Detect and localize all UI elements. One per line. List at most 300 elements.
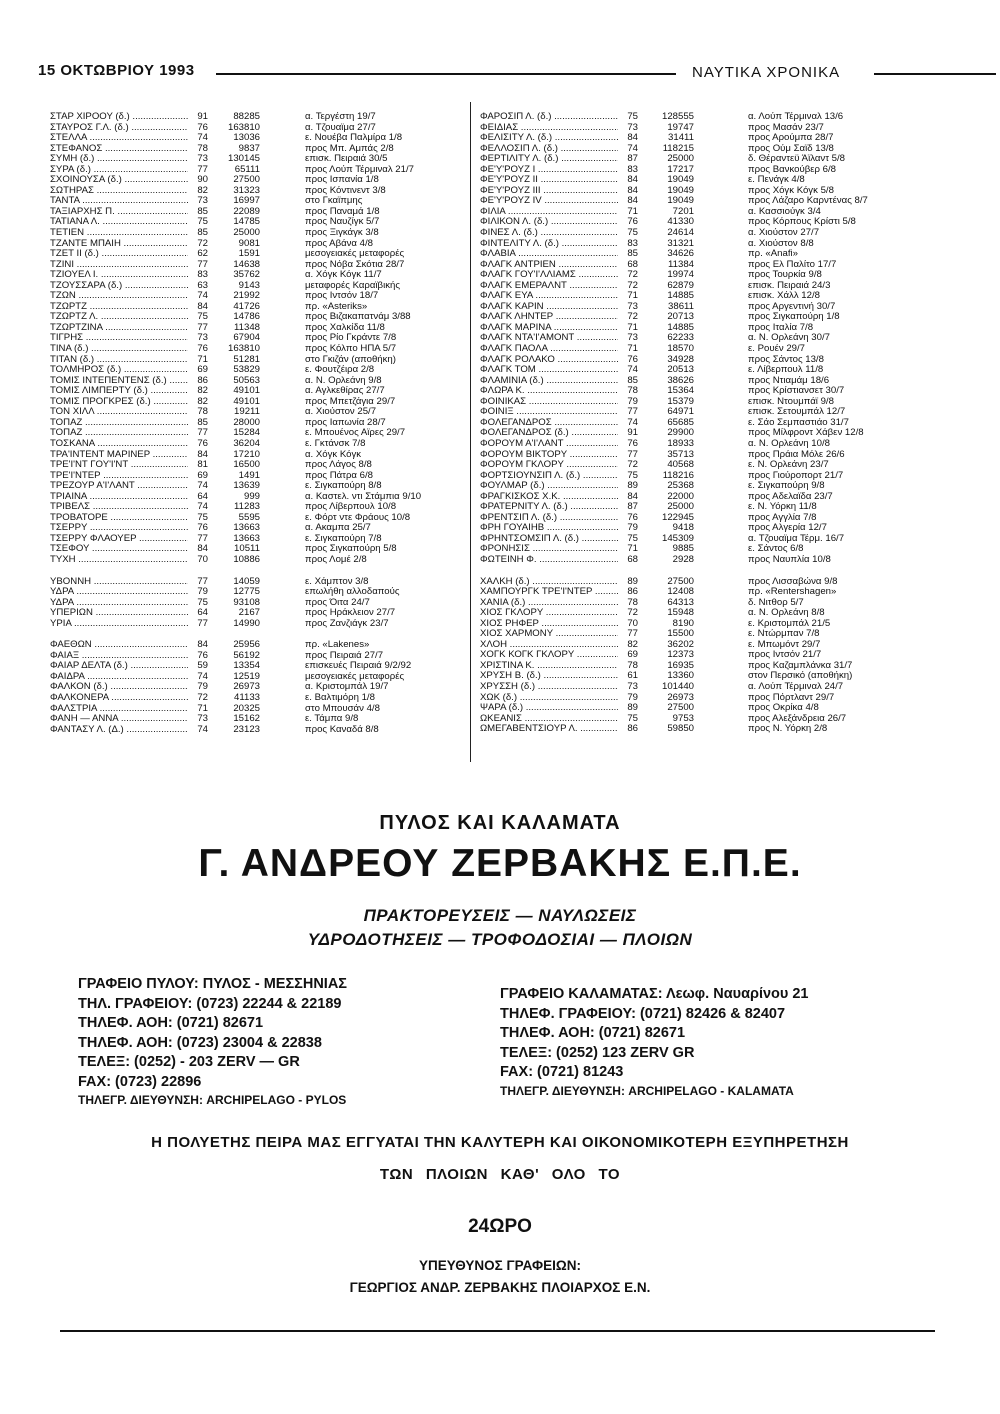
tonnage: 62879 xyxy=(667,279,694,291)
position-note: προς Ζανζιάγκ 23/7 xyxy=(305,617,389,629)
ad-hours: 24ΩΡΟ xyxy=(468,1216,532,1237)
ship-row xyxy=(480,344,950,355)
tonnage: 17217 xyxy=(667,163,694,175)
build-year: 68 xyxy=(627,553,638,565)
ship-name: ΤΣΕΦΟΥ ..... xyxy=(50,544,188,555)
position-note: πρ. «Lakenes» xyxy=(305,639,370,651)
tonnage: 118216 xyxy=(662,469,694,481)
build-year: 86 xyxy=(627,586,638,598)
tonnage: 13354 xyxy=(233,660,260,672)
position-note: προς Λισσαβώνα 9/8 xyxy=(748,575,838,587)
tonnage: 41330 xyxy=(667,216,694,228)
build-year: 75 xyxy=(627,227,638,239)
position-note: στο Γκαϊπμης xyxy=(305,195,363,207)
ship-row xyxy=(480,154,950,165)
build-year: 85 xyxy=(197,205,208,217)
ship-name: ΤΟΠΑΖ ..... xyxy=(50,418,188,429)
build-year: 78 xyxy=(627,659,638,671)
ship-row xyxy=(50,693,460,704)
ship-name: ΩΚΕΑΝΙΣ ..... xyxy=(480,714,618,725)
position-note: προς Όιτα 24/7 xyxy=(305,596,370,608)
ship-row xyxy=(480,640,950,651)
ship-name: ΦΙΛΙΚΟΝ Λ. (δ.) ..... xyxy=(480,217,618,228)
tonnage: 22000 xyxy=(667,490,694,502)
ship-row xyxy=(480,260,950,271)
position-note: επισκευές Πειραιά 9/2/92 xyxy=(305,660,412,672)
position-note: προς Αρούμπα 28/7 xyxy=(748,132,834,144)
position-note: μεσογειακές μεταφορές xyxy=(305,670,405,682)
tonnage: 88285 xyxy=(233,111,260,122)
position-note: προς Αδελαϊδα 23/7 xyxy=(748,490,833,502)
build-year: 70 xyxy=(197,553,208,565)
ship-row xyxy=(480,133,950,144)
ship-name: ΤΡΟΒΑΤΟΡΕ ..... xyxy=(50,513,188,524)
tonnage: 27500 xyxy=(667,702,694,714)
ship-row xyxy=(480,671,950,682)
ship-name: ΦΙΝΤΕΛΙΤΥ Λ. (δ.) ..... xyxy=(480,239,618,250)
build-year: 75 xyxy=(197,596,208,608)
ship-name: ΦΡΕΝΤΣΙΠ Λ. (δ.) ..... xyxy=(480,513,618,524)
ship-name: ΦΟΡΟΥΜ Α'Ι'ΛΑΝΤ ..... xyxy=(480,439,618,450)
ship-row xyxy=(480,428,950,439)
position-note: ε. Φόρτ ντε Φράους 10/8 xyxy=(305,511,411,523)
build-year: 84 xyxy=(197,448,208,460)
ship-name: ΦΙΛΙΑ ..... xyxy=(480,207,618,218)
position-note: α. Λούπ Τέρμιναλ 24/7 xyxy=(748,680,844,692)
tonnage: 15948 xyxy=(667,607,694,619)
ship-row xyxy=(480,123,950,134)
tonnage: 11283 xyxy=(234,501,260,513)
ship-row xyxy=(480,270,950,281)
ship-row xyxy=(480,249,950,260)
ship-row xyxy=(480,523,950,534)
build-year: 71 xyxy=(627,321,638,333)
ship-name: ΤΡΕ'Ι'ΝΤΕΡ ..... xyxy=(50,471,188,482)
ship-row xyxy=(480,502,950,513)
ship-name: ΦΛΑΓΚ ΓΟΥ'Ι'ΛΛΙΑΜΣ ..... xyxy=(480,270,618,281)
tonnage: 62233 xyxy=(667,332,694,344)
page-header xyxy=(38,62,958,86)
position-note: α. Τζουαϊμα Τέρμ. 16/7 xyxy=(748,532,845,544)
position-note: προς Ισπανία 1/8 xyxy=(305,174,379,186)
tonnage: 999 xyxy=(243,490,260,502)
tonnage: 64971 xyxy=(667,406,694,418)
ship-name: ΧΑΜΠΟΥΡΓΚ ΤΡΕ'Ι'ΝΤΕΡ ..... xyxy=(480,587,618,598)
ad-slogan: ΤΩΝ ΠΛΟΙΩΝ ΚΑΘ' ΟΛΟ ΤΟ xyxy=(379,1166,621,1183)
build-year: 75 xyxy=(627,469,638,481)
header-rule xyxy=(874,73,996,75)
ship-name: ΧΛΟΗ ..... xyxy=(480,640,618,651)
build-year: 70 xyxy=(627,617,638,629)
ship-name: ΧΑΛΚΗ (δ.) ..... xyxy=(480,577,618,588)
build-year: 89 xyxy=(627,575,638,587)
contact-line: ΓΡΑΦΕΙΟ ΚΑΛΑΜΑΤΑΣ: Λεωφ. Ναυαρίνου 21 xyxy=(500,986,809,1002)
ship-name: ΤΑΤΙΑΝΑ Λ. ..... xyxy=(50,217,188,228)
position-note: προς Ξιγκάγκ 3/8 xyxy=(305,227,379,239)
tonnage: 51281 xyxy=(233,353,260,365)
build-year: 77 xyxy=(627,448,638,460)
position-note: προς Πάτρα 6/8 xyxy=(305,469,373,481)
build-year: 74 xyxy=(197,132,208,144)
tonnage: 15364 xyxy=(667,385,694,397)
ship-name: ΤΣΕΡΡΥ ΦΛΑΟΥΕΡ ..... xyxy=(50,534,188,545)
ship-row xyxy=(480,196,950,207)
position-note: ε. Χάμπτον 3/8 xyxy=(305,575,369,587)
ship-name: ΦΕ'Υ'ΡΟΥΖ ΙΙ ..... xyxy=(480,175,618,186)
tonnage: 31411 xyxy=(668,132,694,144)
ship-row xyxy=(480,471,950,482)
ship-name: ΥΡΙΑ ..... xyxy=(50,619,188,630)
position-note: ε. Κριστομπάλ 21/5 xyxy=(748,617,831,629)
tonnage: 16935 xyxy=(667,659,694,671)
ship-row xyxy=(480,629,950,640)
tonnage: 23123 xyxy=(233,723,260,735)
position-note: ε. Σιγκαπούρη 9/8 xyxy=(748,480,825,492)
ship-row xyxy=(480,207,950,218)
position-note: προς Μασάν 23/7 xyxy=(748,121,824,133)
build-year: 69 xyxy=(627,649,638,661)
position-note: επισκ. Χάλλ 12/8 xyxy=(748,290,820,302)
ship-name: ΦΑΕΘΩΝ ..... xyxy=(50,640,188,651)
tonnage: 13360 xyxy=(667,670,694,682)
position-note: α. Χόγκ Κόγκ xyxy=(305,448,362,460)
group-gap xyxy=(50,566,460,577)
ship-name: ΤΟΣΚΑΝΑ ..... xyxy=(50,439,188,450)
ship-name: ΤΡΑ'ΙΝΤΕΝΤ ΜΑΡΙΝΕΡ ..... xyxy=(50,450,188,461)
build-year: 84 xyxy=(197,300,208,312)
position-note: προς Μπ. Αμπάς 2/8 xyxy=(305,142,394,154)
build-year: 76 xyxy=(197,649,208,661)
build-year: 68 xyxy=(627,258,638,270)
build-year: 73 xyxy=(627,300,638,312)
ship-row xyxy=(480,544,950,555)
build-year: 84 xyxy=(627,132,638,144)
build-year: 72 xyxy=(627,459,638,471)
position-note: προς Κόντινεντ 3/8 xyxy=(305,184,386,196)
position-note: προς Μπετζάγια 29/7 xyxy=(305,395,396,407)
tonnage: 13036 xyxy=(233,132,260,144)
ship-name: ΦΡΑΓΚΙΣΚΟΣ Χ.Κ. ..... xyxy=(480,492,618,503)
build-year: 87 xyxy=(627,501,638,513)
tonnage: 19049 xyxy=(667,195,694,207)
position-note: α. Αγλκεθίρας 27/7 xyxy=(305,385,385,397)
tonnage: 18933 xyxy=(667,437,694,449)
build-year: 76 xyxy=(627,216,638,228)
tonnage: 41133 xyxy=(234,691,260,703)
ship-name: ΤΖΩΡΤΖ ..... xyxy=(50,302,188,313)
tonnage: 24614 xyxy=(667,227,694,239)
build-year: 85 xyxy=(197,416,208,428)
ship-row xyxy=(480,608,950,619)
ship-name: ΤΡΙΒΕΛΣ ..... xyxy=(50,502,188,513)
build-year: 71 xyxy=(627,343,638,355)
build-year: 82 xyxy=(197,184,208,196)
tonnage: 118215 xyxy=(662,142,694,154)
tonnage: 65685 xyxy=(667,416,694,428)
ship-name: ΦΟΡΟΥΜ ΒΙΚΤΟΡΥ ..... xyxy=(480,450,618,461)
position-note: προς Βιζακαπατνάμ 3/88 xyxy=(305,311,411,323)
build-year: 75 xyxy=(197,511,208,523)
position-note: ε. Μπουένος Αϊρες 29/7 xyxy=(305,427,406,439)
tonnage: 56192 xyxy=(233,649,260,661)
contact-line: ΤΗΛΕΦ. ΑΟΗ: (0721) 82671 xyxy=(78,1015,264,1031)
ship-row xyxy=(480,724,950,735)
tonnage: 36204 xyxy=(233,437,260,449)
tonnage: 15379 xyxy=(667,395,694,407)
position-note: ε. Ρουέν 29/7 xyxy=(748,343,806,355)
build-year: 79 xyxy=(627,691,638,703)
ship-row xyxy=(480,281,950,292)
build-year: 84 xyxy=(627,174,638,186)
ship-name: ΧΙΟΣ ΧΑΡΜΟΝΥ ..... xyxy=(480,629,618,640)
build-year: 72 xyxy=(627,607,638,619)
ship-name: ΤΟΜΙΣ ΛΙΜΠΕΡΤΥ (δ.) ..... xyxy=(50,386,188,397)
tonnage: 11348 xyxy=(234,321,260,333)
contact-line: FAX: (0723) 22896 xyxy=(78,1073,202,1090)
ship-name: ΦΛΑΓΚ ΤΟΜ ..... xyxy=(480,365,618,376)
ship-row xyxy=(480,534,950,545)
position-note: προς Λούπ Τέρμιναλ 21/7 xyxy=(305,163,414,175)
ship-name: ΣΧΟΙΝΟΥΣΑ (δ.) ..... xyxy=(50,175,188,186)
position-note: α. Καστελ. ντι Στάμπια 9/10 xyxy=(305,490,422,502)
tonnage: 14990 xyxy=(233,617,260,629)
position-note: ε. Φουτζέιρα 2/8 xyxy=(305,364,375,376)
ship-name: ΦΟΙΝΙΞ ..... xyxy=(480,407,618,418)
build-year: 89 xyxy=(627,702,638,714)
build-year: 63 xyxy=(197,279,208,291)
contact-line: ΤΕΛΕΞ: (0252) - 203 ZERV — GR xyxy=(78,1054,300,1070)
tonnage: 29900 xyxy=(667,427,694,439)
tonnage: 64313 xyxy=(667,596,694,608)
build-year: 83 xyxy=(627,237,638,249)
ship-name: ΤΡΕ'Ι'ΝΤ ΓΟΥ'Ι'ΝΤ ..... xyxy=(50,460,188,471)
ad-responsible-label: ΥΠΕΥΘΥΝΟΣ ΓΡΑΦΕΙΩΝ: xyxy=(419,1258,581,1273)
build-year: 82 xyxy=(197,395,208,407)
ship-row xyxy=(50,555,460,566)
ship-name: ΦΛΑΓΚ ΝΤΑ'Ι'ΑΜΟΝΤ ..... xyxy=(480,333,618,344)
tonnage: 9081 xyxy=(238,237,260,249)
ship-name: ΦΕΙΔΙΑΣ ..... xyxy=(480,123,618,134)
build-year: 72 xyxy=(627,269,638,281)
position-note: προς Χαλκίδα 11/8 xyxy=(305,321,385,333)
tonnage: 14885 xyxy=(667,290,694,302)
tonnage: 27500 xyxy=(667,575,694,587)
tonnage: 59850 xyxy=(667,723,694,735)
ship-row xyxy=(480,186,950,197)
tonnage: 49101 xyxy=(233,395,260,407)
position-note: προς Ηράκλειον 27/7 xyxy=(305,607,396,619)
build-year: 83 xyxy=(197,269,208,281)
build-year: 77 xyxy=(197,617,208,629)
tonnage: 128555 xyxy=(661,111,694,122)
position-note: προς Γιούροπορτ 21/7 xyxy=(748,469,844,481)
ship-name: ΤΙΤΑΝ (δ.) ..... xyxy=(50,355,188,366)
ship-name: ΤΑΝΤΑ ..... xyxy=(50,196,188,207)
build-year: 74 xyxy=(197,670,208,682)
position-note: προς Χόγκ Κόγκ 5/8 xyxy=(748,184,834,196)
position-note: δ. Νιτθορ 5/7 xyxy=(748,596,804,608)
build-year: 74 xyxy=(197,290,208,302)
tonnage: 93108 xyxy=(233,596,260,608)
build-year: 84 xyxy=(627,184,638,196)
contact-line: ΤΗΛΕΦ. ΓΡΑΦΕΙΟΥ: (0721) 82426 & 82407 xyxy=(500,1005,786,1022)
tonnage: 8190 xyxy=(672,617,694,629)
tonnage: 16997 xyxy=(233,195,260,207)
position-note: προς Καζαμπλάνκα 31/7 xyxy=(748,659,853,671)
contact-line: FAX: (0721) 81243 xyxy=(500,1064,624,1080)
position-note: προς Αλεξάνδρεια 26/7 xyxy=(748,712,847,724)
newspaper-title: ΝΑΥΤΙΚΑ ΧΡΟΝΙΚΑ xyxy=(692,64,841,81)
tonnage: 122945 xyxy=(661,511,694,523)
build-year: 81 xyxy=(197,459,208,471)
position-note: προς Πειραιά 27/7 xyxy=(305,649,384,661)
build-year: 72 xyxy=(627,311,638,323)
position-note: α. Ν. Ορλεάνη 10/8 xyxy=(748,437,830,449)
ship-name: ΤΖΩΡΤΖ Λ. ..... xyxy=(50,312,188,323)
ship-name: ΦΡΑΤΕΡΝΙΤΥ Λ. (δ.) ..... xyxy=(480,502,618,513)
position-note: προς Ρίο Γκράντε 7/8 xyxy=(305,332,397,344)
position-note: επισκ. Πειραιά 24/3 xyxy=(748,279,831,291)
ship-name: ΦΕΛΛΟΣΙΠ Λ. (δ.) ..... xyxy=(480,144,618,155)
ship-name: ΤΕΤΙΕΝ ..... xyxy=(50,228,188,239)
build-year: 75 xyxy=(197,216,208,228)
build-year: 86 xyxy=(627,723,638,735)
position-note: ε. Ντώρμπαν 7/8 xyxy=(748,628,820,640)
tonnage: 34626 xyxy=(667,248,694,260)
tonnage: 26973 xyxy=(233,681,260,693)
ship-row xyxy=(480,217,950,228)
ship-name: ΧΑΝΙΑ (δ.) ..... xyxy=(480,598,618,609)
header-rule xyxy=(216,73,676,75)
position-note: προς Λάζαρο Καρντένας 8/7 xyxy=(748,195,868,207)
position-note: α. Κασσιούγκ 3/4 xyxy=(748,205,821,217)
build-year: 87 xyxy=(627,153,638,165)
tonnage: 15284 xyxy=(233,427,260,439)
position-note: προς Ελ Παλίτο 17/7 xyxy=(748,258,837,270)
ship-row xyxy=(480,650,950,661)
build-year: 76 xyxy=(197,343,208,355)
ad-services-line: ΥΔΡΟΔΟΤΗΣΕΙΣ — ΤΡΟΦΟΔΟΣΙΑΙ — ΠΛΟΙΩΝ xyxy=(307,930,693,949)
build-year: 77 xyxy=(197,427,208,439)
position-note: ε. Ν. Ορλεάνη 23/7 xyxy=(748,459,829,471)
ship-name: ΦΛΑΓΚ ΠΑΟΛΑ ..... xyxy=(480,344,618,355)
ship-name: ΧΟΓΚ ΚΟΓΚ ΓΚΛΟΡΥ ..... xyxy=(480,650,618,661)
ship-row xyxy=(50,725,460,736)
build-year: 73 xyxy=(197,153,208,165)
ship-row xyxy=(480,112,950,123)
ship-name: ΤΡΕΖΟΥΡ Α'Ι'ΛΑΝΤ ..... xyxy=(50,481,188,492)
ad-services-line: ΠΡΑΚΤΟΡΕΥΣΕΙΣ — ΝΑΥΛΩΣΕΙΣ xyxy=(363,906,637,925)
tonnage: 18570 xyxy=(667,343,694,355)
ship-name: ΧΡΥΣΣΗ (δ.) ..... xyxy=(480,682,618,693)
build-year: 74 xyxy=(197,501,208,513)
tonnage: 145309 xyxy=(661,532,694,544)
ship-row xyxy=(480,323,950,334)
tonnage: 12519 xyxy=(233,670,260,682)
build-year: 61 xyxy=(627,670,638,682)
tonnage: 130145 xyxy=(227,153,260,165)
tonnage: 19049 xyxy=(667,184,694,196)
tonnage: 38611 xyxy=(668,300,694,312)
contact-line: ΤΗΛΕΓΡ. ΔΙΕΥΘΥΝΣΗ: ARCHIPELAGO - PYLOS xyxy=(78,1093,347,1107)
build-year: 71 xyxy=(197,702,208,714)
tonnage: 14059 xyxy=(233,575,260,587)
position-note: επισκ. Σετουμπάλ 12/7 xyxy=(748,406,846,418)
tonnage: 19747 xyxy=(667,121,694,133)
position-note: προς Σάντος 13/8 xyxy=(748,353,824,365)
ship-name: ΦΕ'Υ'ΡΟΥΖ ΙV ..... xyxy=(480,196,618,207)
build-year: 91 xyxy=(627,427,638,439)
ship-row xyxy=(480,312,950,323)
ship-name: ΩΜΕΓΑΒΕΝΤΣΙΟΥΡ Λ. ..... xyxy=(480,724,618,735)
ship-row xyxy=(50,439,460,450)
tonnage: 10886 xyxy=(233,553,260,565)
build-year: 74 xyxy=(197,723,208,735)
ship-name: ΦΑΛΚΟΝ (δ.) ..... xyxy=(50,682,188,693)
build-year: 73 xyxy=(197,332,208,344)
tonnage: 12408 xyxy=(667,586,694,598)
ship-row xyxy=(480,619,950,630)
ship-name: ΤΖΩΡΤΖΙΝΑ ..... xyxy=(50,323,188,334)
position-note: προς Ναυζίγκ 5/7 xyxy=(305,216,380,228)
build-year: 79 xyxy=(197,681,208,693)
ship-name: ΤΑΞΙΑΡΧΗΣ Π. ..... xyxy=(50,207,188,218)
ad-responsible-name: ΓΕΩΡΓΙΟΣ ΑΝΔΡ. ΖΕΡΒΑΚΗΣ ΠΛΟΙΑΡΧΟΣ Ε.Ν. xyxy=(349,1280,651,1295)
tonnage: 10511 xyxy=(234,543,260,555)
ship-list-left-column xyxy=(50,112,460,735)
ship-name: ΦΟΥΛΜΑΡ (δ.) ..... xyxy=(480,481,618,492)
ship-name: ΤΖΕΤ II (δ.) ..... xyxy=(50,249,188,260)
tonnage: 1591 xyxy=(238,248,260,260)
position-note: προς Οκρίκα 4/8 xyxy=(748,702,819,714)
build-year: 71 xyxy=(627,290,638,302)
ship-name: ΦΟΙΝΙΚΑΣ ..... xyxy=(480,397,618,408)
ship-row xyxy=(480,577,950,588)
ship-row xyxy=(50,619,460,630)
kalamata-office-contacts xyxy=(500,986,809,1103)
ship-name: ΦΑΙΔΡΑ ..... xyxy=(50,672,188,683)
ship-name: ΦΑΝΤΑΣΥ Λ. (Δ.) ..... xyxy=(50,725,188,736)
ship-name: ΦΛΑΓΚ ΜΑΡΙΝΑ ..... xyxy=(480,323,618,334)
position-note: ε. Μπωμόντ 29/7 xyxy=(748,638,821,650)
build-year: 75 xyxy=(627,532,638,544)
tonnage: 20513 xyxy=(667,364,694,376)
build-year: 75 xyxy=(627,712,638,724)
tonnage: 28000 xyxy=(233,416,260,428)
ship-name: ΦΡΗ ΓΟΥΑΙΗΒ ..... xyxy=(480,523,618,534)
build-year: 76 xyxy=(627,353,638,365)
position-note: ε. Σιγκαπούρη 7/8 xyxy=(305,532,382,544)
tonnage: 101440 xyxy=(661,680,694,692)
position-note: προς Νόβα Σκότια 28/7 xyxy=(305,258,405,270)
ship-name: ΤΟΜΙΣ ΙΝΤΕΠΕΝΤΕΝΣ (δ.) ..... xyxy=(50,376,188,387)
tonnage: 41726 xyxy=(233,300,260,312)
build-year: 73 xyxy=(627,332,638,344)
position-note: προς Σιγκαπούρη 5/8 xyxy=(305,543,397,555)
ship-row xyxy=(480,703,950,714)
position-note: δ. Θέραντεϋ Άϊλαντ 5/8 xyxy=(748,153,845,165)
ship-name: ΦΛΑΒΙΑ ..... xyxy=(480,249,618,260)
build-year: 73 xyxy=(627,121,638,133)
ship-row xyxy=(480,376,950,387)
position-note: προς Αβάνα 4/8 xyxy=(305,237,373,249)
tonnage: 14786 xyxy=(233,311,260,323)
ship-row xyxy=(480,333,950,344)
ship-name: ΦΛΑΓΚ ΛΗΝΤΕΡ ..... xyxy=(480,312,618,323)
ship-name: ΣΥΡΑ (δ.) ..... xyxy=(50,165,188,176)
tonnage: 35762 xyxy=(233,269,260,281)
build-year: 84 xyxy=(197,543,208,555)
